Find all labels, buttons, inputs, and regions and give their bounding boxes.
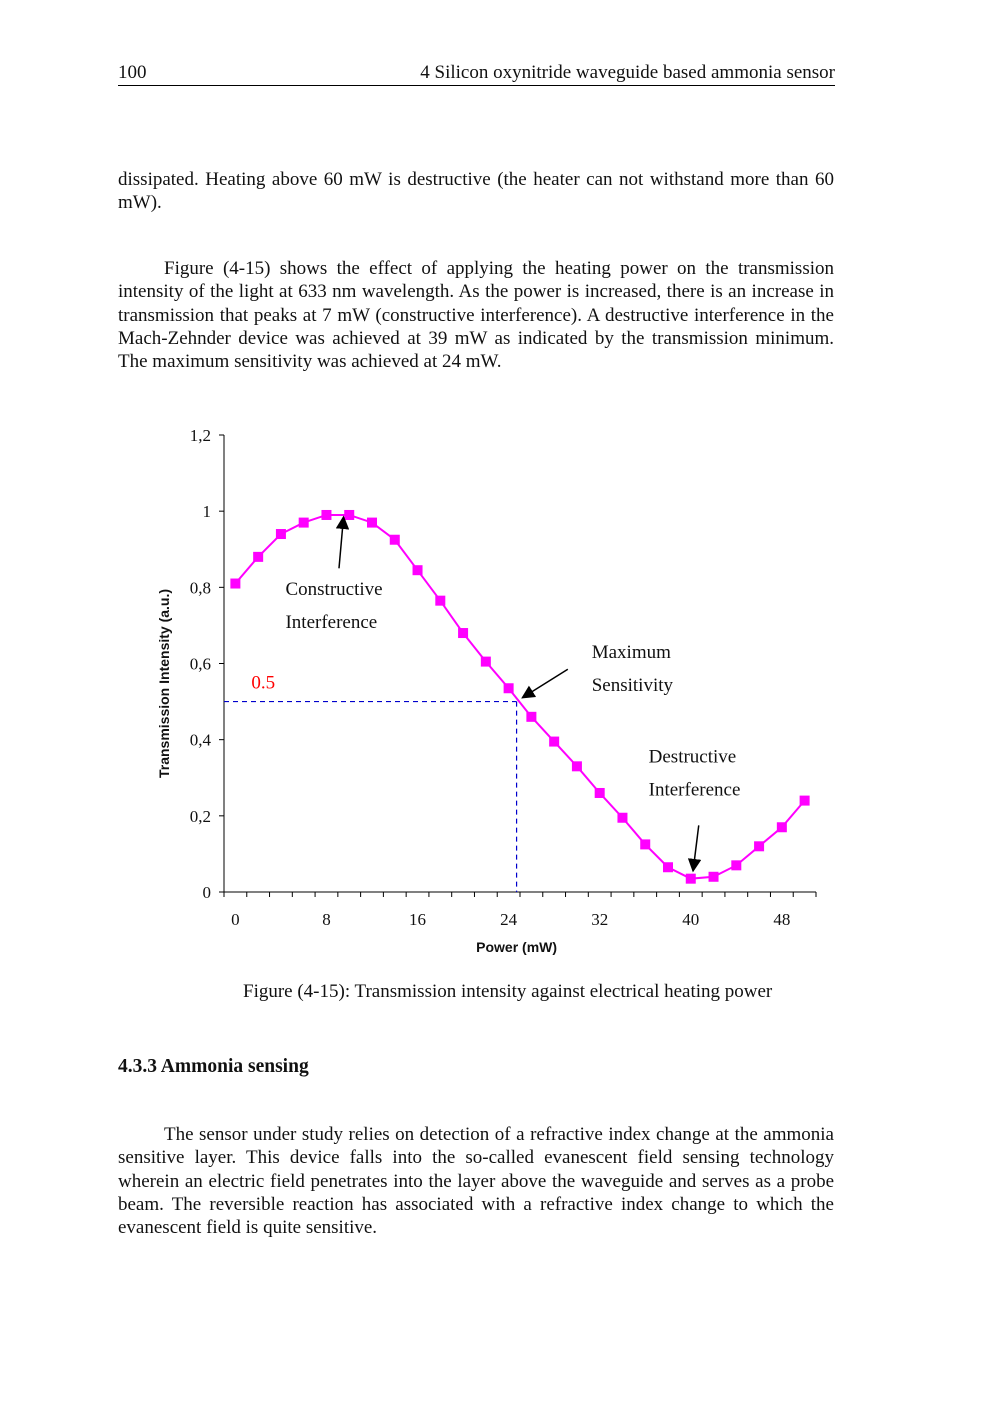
x-tick-label: 32 <box>591 910 609 929</box>
y-tick-label: 0,4 <box>189 730 211 750</box>
data-point <box>504 683 514 693</box>
data-point <box>686 874 696 884</box>
y-tick-label: 1,2 <box>189 426 211 445</box>
data-point <box>617 813 627 823</box>
data-point <box>640 839 650 849</box>
page-number: 100 <box>118 62 147 83</box>
data-point <box>413 565 423 575</box>
annotation-label: Constructive <box>285 578 383 600</box>
annotation-label: Interference <box>648 779 741 801</box>
data-point <box>663 862 673 872</box>
annotation-label: Maximum <box>591 641 671 663</box>
data-point <box>458 628 468 638</box>
y-tick-label: 0 <box>202 883 211 902</box>
data-point <box>299 518 309 528</box>
series-line <box>235 515 804 879</box>
x-tick-label: 48 <box>773 910 791 929</box>
x-tick-label: 0 <box>231 910 240 929</box>
data-point <box>321 510 331 520</box>
data-point <box>481 657 491 667</box>
y-tick-label: 0,2 <box>189 806 211 826</box>
data-point <box>253 552 263 562</box>
annotation-arrow <box>522 669 568 698</box>
paragraph-1: dissipated. Heating above 60 mW is destructive (the heater can not withstand more than 60 mW). <box>118 169 834 214</box>
transmission-chart <box>140 415 830 965</box>
y-tick-label: 0,8 <box>189 578 211 598</box>
y-tick-label: 0,6 <box>189 654 211 674</box>
x-tick-label: 8 <box>322 910 331 929</box>
annotation-label: Interference <box>285 611 378 633</box>
data-point <box>549 737 559 747</box>
data-point <box>390 535 400 545</box>
data-point <box>754 841 764 851</box>
paragraph-3: The sensor under study relies on detection of a refractive index change at the ammonia sensitive layer. This device falls into the so-called evanescent field sensing technology wherein an electric field penetrates into the layer above the waveguide and serves as a probe beam. The reversible reaction has associated with a refractive index change to which the evanescent field is quite sensitive. <box>118 1124 834 1239</box>
x-tick-label: 16 <box>409 910 427 929</box>
data-point <box>344 510 354 520</box>
section-heading: 4.3.3 Ammonia sensing <box>118 1056 309 1077</box>
running-title: 4 Silicon oxynitride waveguide based ammonia sensor <box>420 62 835 83</box>
data-point <box>777 822 787 832</box>
y-tick-label: 1 <box>202 502 211 522</box>
data-point <box>595 788 605 798</box>
annotation-label: Destructive <box>648 746 737 768</box>
annotation-label: Sensitivity <box>591 674 674 696</box>
data-point <box>435 596 445 606</box>
data-point <box>800 796 810 806</box>
page-header <box>118 60 835 86</box>
annotation-arrow <box>693 825 699 871</box>
data-point <box>572 761 582 771</box>
data-point <box>526 712 536 722</box>
x-tick-label: 40 <box>682 910 700 929</box>
data-point <box>367 518 377 528</box>
y-axis-label: Transmission Intensity (a.u.) <box>156 588 172 779</box>
data-point <box>709 872 719 882</box>
data-point <box>230 579 240 589</box>
paragraph-2: Figure (4-15) shows the effect of applying the heating power on the transmission intensity of the light at 633 nm wavelength. As the power is increased, there is an increase in transmission that peaks at 7 mW (constructive interference). A destructive interference in the Mach-Zehnder device was achieved at 39 mW as indicated by the transmission minimum. The maximum sensitivity was achieved at 24 mW. <box>118 258 834 373</box>
reference-label: 0.5 <box>251 672 276 694</box>
x-tick-label: 24 <box>500 910 518 929</box>
x-axis-label: Power (mW) <box>476 939 558 955</box>
annotation-arrow <box>339 517 344 568</box>
data-point <box>276 529 286 539</box>
figure-caption: Figure (4-15): Transmission intensity against electrical heating power <box>243 981 773 1002</box>
data-point <box>731 860 741 870</box>
